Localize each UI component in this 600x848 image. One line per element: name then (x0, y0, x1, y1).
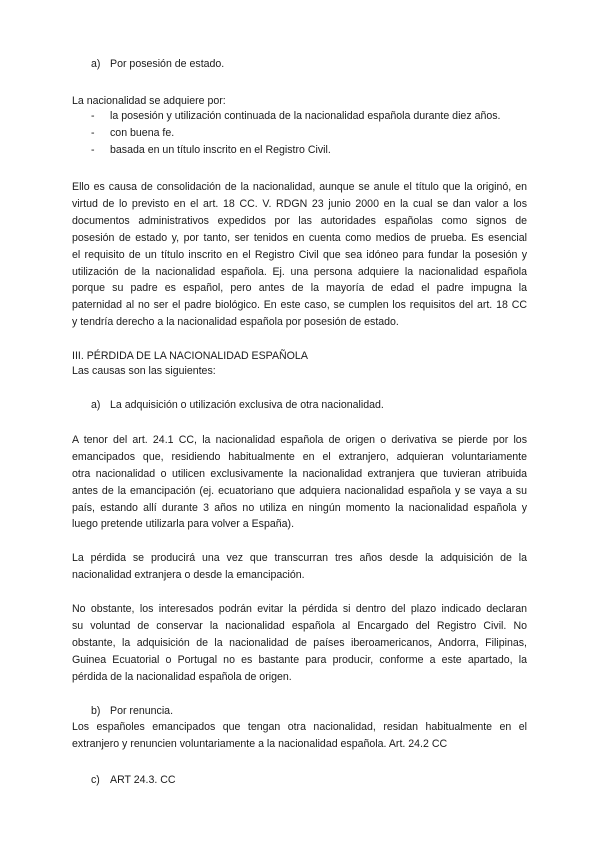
paragraph-line: Ello es causa de consolidación de la nacionalidad, aunque se anule el título que la originó, en (72, 181, 527, 193)
list-item: - basada en un título inscrito en el Registro Civil. (91, 144, 331, 156)
paragraph-line: Los españoles emancipados que tengan otra nacionalidad, residan habitualmente en el (72, 721, 527, 733)
paragraph-line: extranjero y renuncien voluntariamente a la nacionalidad española. Art. 24.2 CC (72, 738, 448, 750)
paragraph-line: posesión de estado y, por tanto, ser tenidos en cuenta como medios de prueba. Es esencial (72, 232, 527, 244)
paragraph-line: antes de la emancipación (ej. ecuatoriano que adquiera nacionalidad española y se vaya a su (72, 485, 527, 497)
section-heading-a-adquisicion (91, 399, 384, 412)
paragraph-line: utilización de la nacionalidad española. Ej. una persona adquiere la nacionalidad española (72, 266, 527, 278)
paragraph-line: luego pretende utilizarla para volver a España). (72, 518, 295, 530)
list-item: - la posesión y utilización continuada de la nacionalidad española durante diez años. (91, 110, 501, 122)
paragraph-line: pérdida de la nacionalidad española de origen. (72, 671, 292, 683)
section-title: ART 24.3. CC (110, 774, 176, 786)
paragraph-line: La pérdida se producirá una vez que transcurran tres años desde la adquisición de la (72, 552, 527, 564)
paragraph-line: el requisito de un título inscrito en el Registro Civil que sea idóneo para fundar la posesión y (72, 249, 527, 261)
paragraph-line: No obstante, los interesados podrán evitar la pérdida si dentro del plazo indicado declaran (72, 603, 527, 615)
causes-intro: Las causas son las siguientes: (72, 365, 216, 377)
section-title: La adquisición o utilización exclusiva de otra nacionalidad. (110, 399, 384, 411)
paragraph-line: y tendría derecho a la nacionalidad española por posesión de estado. (72, 316, 399, 328)
list-marker: a) (91, 399, 101, 411)
paragraph-line: A tenor del art. 24.1 CC, la nacionalidad española de origen o derivativa se pierde por los (72, 434, 527, 446)
list-marker: c) (91, 774, 100, 786)
bullet-dash: - (91, 110, 95, 122)
paragraph-line: porque su padre es español, pero antes de la mayoría de edad el padre impugna la (72, 282, 527, 294)
section-heading-c-art-24-3 (91, 774, 176, 787)
list-item: - con buena fe. (91, 127, 175, 139)
list-marker: b) (91, 705, 101, 717)
paragraph-line: paternidad al no ser el padre biológico. En este caso, se cumplen los requisitos del art. 18 CC (72, 299, 527, 311)
paragraph-line: su voluntad de conservar la nacionalidad española al Encargado del Registro Civil. No (72, 620, 527, 632)
paragraph-line: virtud de lo previsto en el art. 18 CC. V. RDGN 23 junio 2000 en la cual se dan valor a los (72, 198, 527, 210)
bullet-dash: - (91, 127, 95, 139)
paragraph-line: otra nacionalidad o utilicen exclusivamente la nacionalidad extranjera que tuvieran atribuida (72, 468, 527, 480)
paragraph-line: documentos administrativos expedidos por las autoridades españolas como signos de (72, 215, 527, 227)
list-marker: a) (91, 58, 101, 70)
section-title: Por renuncia. (110, 705, 174, 717)
paragraph-line: emancipados que, residiendo habitualmente en el extranjero, adquieran voluntariamente (72, 451, 527, 463)
section-heading-b-renuncia (91, 705, 173, 718)
bullet-dash: - (91, 144, 95, 156)
paragraph-line: Guinea Ecuatorial o Portugal no es bastante para producir, conforme a este apartado, la (72, 654, 527, 666)
paragraph-line: obstante, la adquisición de la nacionalidad de países iberoamericanos, Andorra, Filipinas, (72, 637, 527, 649)
paragraph-line: país, estando allí durante 3 años no utiliza en ningún momento la nacionalidad española y (72, 502, 527, 514)
intro-line: La nacionalidad se adquiere por: (72, 95, 226, 107)
paragraph-line: nacionalidad extranjera o desde la emancipación. (72, 569, 305, 581)
section-heading-perdida: III. PÉRDIDA DE LA NACIONALIDAD ESPAÑOLA (72, 350, 308, 362)
section-title: Por posesión de estado. (110, 58, 225, 70)
section-heading-a-posesion (91, 58, 224, 71)
